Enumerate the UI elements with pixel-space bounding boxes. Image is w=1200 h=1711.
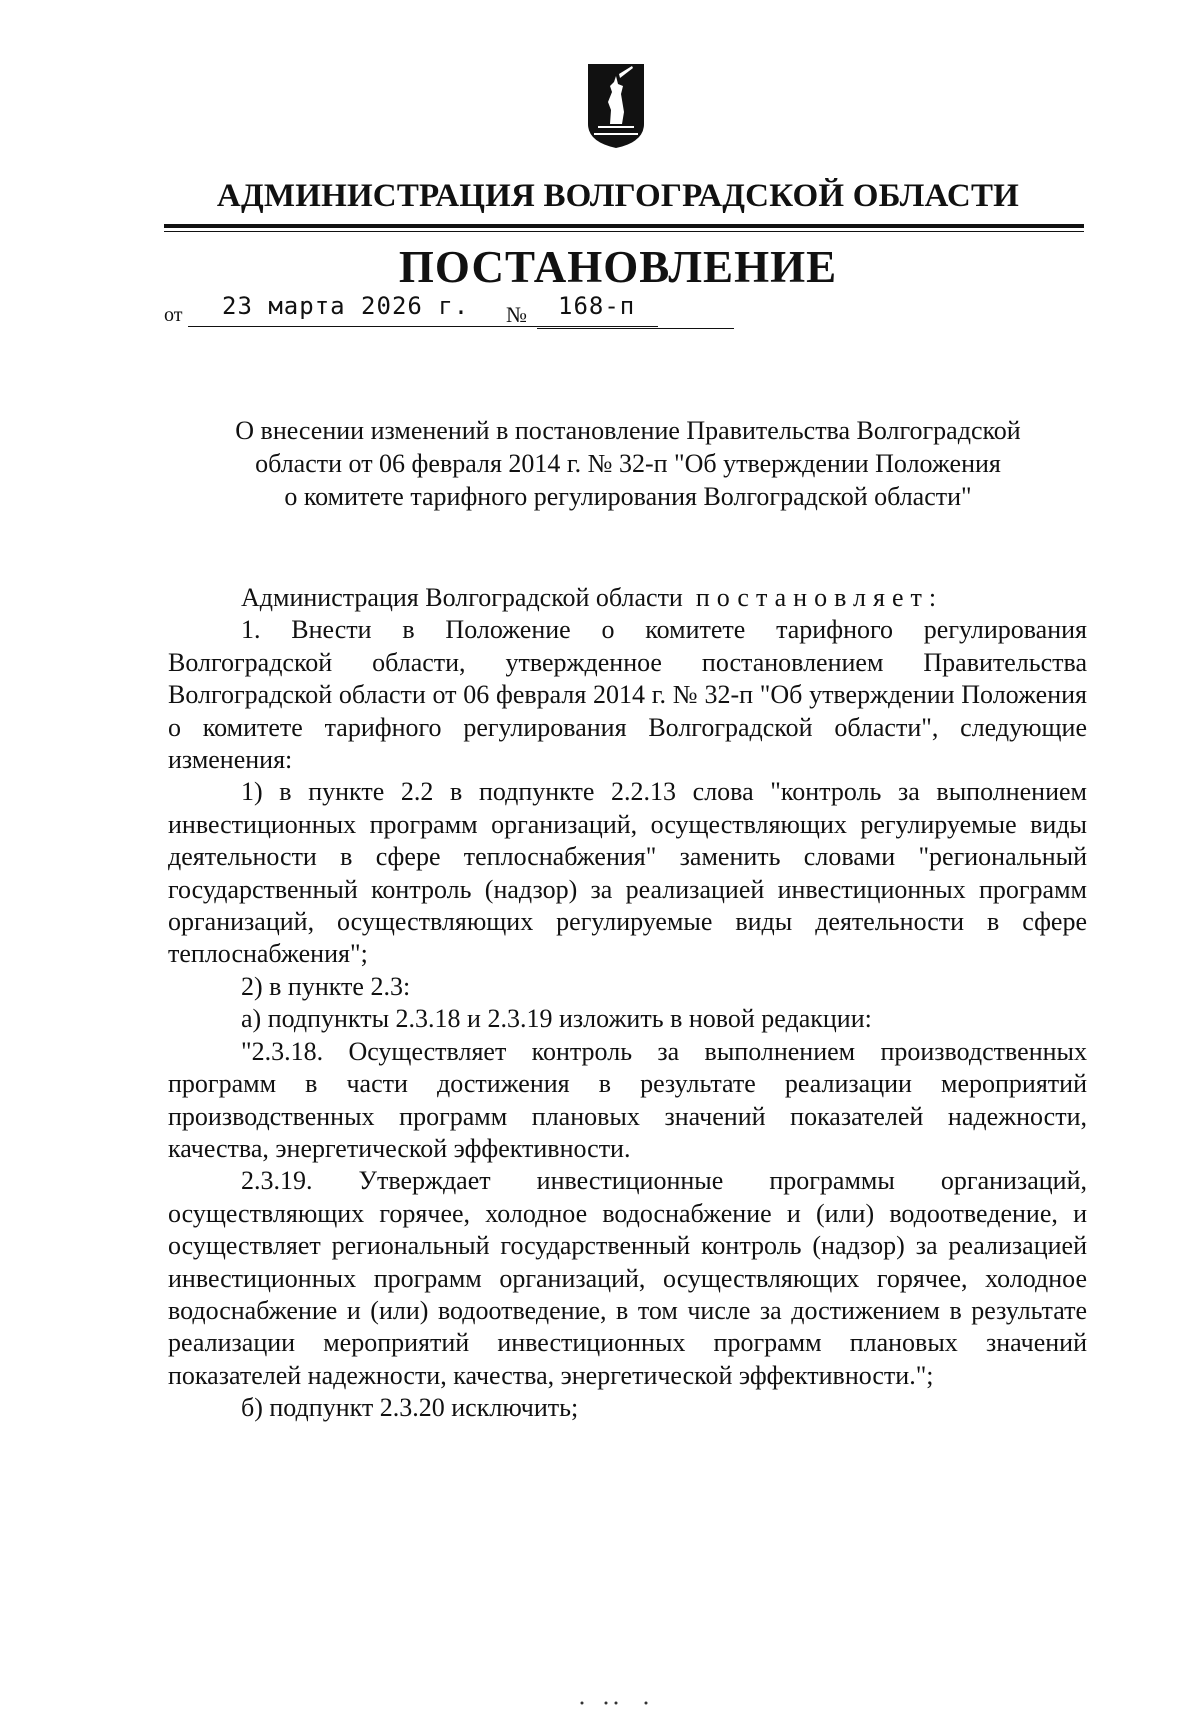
subject-line: области от 06 февраля 2014 г. № 32-п "Об утверждении Положения: [255, 449, 1001, 478]
body-paragraph: 1) в пункте 2.2 в подпункте 2.2.13 слова "контроль за выполнением инвестиционных программ организаций, осуществляющих регулируемые виды деятельности в сфере теплоснабжения" заменить словами "региональный государственный контроль (надзор) за реализацией инвестиционных программ организаций, осуществляющих регулируемые виды деятельности в сфере теплоснабжения";: [168, 777, 1087, 969]
emblem-icon: [586, 62, 646, 152]
subject-line: О внесении изменений в постановление Правительства Волгоградской: [235, 416, 1021, 445]
document-number: 168-п: [558, 292, 636, 320]
intro-paragraph: [168, 582, 1087, 614]
header-rule-thin: [164, 231, 1084, 232]
document-date: 23 марта 2026 г.: [222, 292, 470, 320]
body-paragraph: а) подпункты 2.3.18 и 2.3.19 изложить в новой редакции:: [241, 1004, 872, 1034]
body-paragraph: "2.3.18. Осуществляет контроль за выполнением производственных программ в части достижения в результате реализации мероприятий производственных программ плановых значений показателей надежности, качества, энергетической эффективности.: [168, 1036, 1087, 1163]
body-paragraph: б) подпункт 2.3.20 исключить;: [241, 1393, 579, 1423]
body-paragraph: 2.3.19. Утверждает инвестиционные программы организаций, осуществляющих горячее, холодное водоснабжение и (или) водоотведение, и осуществляет региональный государственный контроль (надзор) за реализацией инвестиционных программ организаций, осуществляющих горячее, холодное водоснабжение и (или) водоотведение, в том числе за достижением в результате реализации мероприятий инвестиционных программ плановых значений показателей надежности, качества, энергетической эффективности.";: [168, 1166, 1087, 1390]
organization-title: АДМИНИСТРАЦИЯ ВОЛГОГРАДСКОЙ ОБЛАСТИ: [216, 178, 1020, 214]
body-paragraph: 2) в пункте 2.3:: [241, 971, 411, 1001]
date-label: от: [164, 304, 183, 326]
number-label: №: [506, 302, 527, 327]
header-rule-thick: [164, 224, 1084, 228]
intro-verb: постановляет:: [695, 583, 944, 612]
subject-line: о комитете тарифного регулирования Волгоградской области": [284, 482, 972, 511]
document-type-title: ПОСТАНОВЛЕНИЕ: [398, 242, 838, 292]
scan-artifact: [576, 1700, 656, 1706]
document-body: [168, 582, 1087, 1425]
intro-prefix: Администрация Волгоградской области: [241, 583, 683, 612]
document-subject: [160, 414, 1096, 513]
date-underline: [188, 326, 658, 327]
body-paragraph: 1. Внести в Положение о комитете тарифного регулирования Волгоградской области, утвержденное постановлением Правительства Волгоградской области от 06 февраля 2014 г. № 32-п "Об утверждении Положения о комитете тарифного регулирования Волгоградской области", следующие изменения:: [168, 615, 1087, 775]
number-underline: [537, 328, 734, 329]
document-meta-line: [164, 292, 764, 332]
